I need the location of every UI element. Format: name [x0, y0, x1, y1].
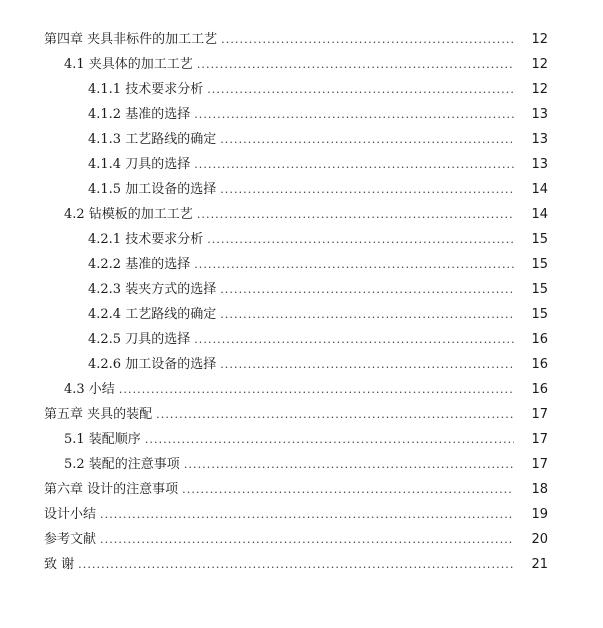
- dot-leader: [220, 277, 514, 302]
- dot-leader: [197, 202, 514, 227]
- toc-entry[interactable]: [0, 302, 603, 327]
- dot-leader: [156, 402, 514, 427]
- toc-entry-title: 4.2.6 加工设备的选择: [88, 352, 220, 377]
- dot-leader: [145, 427, 514, 452]
- toc-entry-title: 4.1.1 技术要求分析: [88, 77, 207, 102]
- toc-entry[interactable]: [0, 452, 603, 477]
- toc-entry-title: 4.2 钻模板的加工工艺: [64, 202, 197, 227]
- toc-entry-page: 14: [531, 207, 548, 222]
- toc-entry-title: 4.3 小结: [64, 377, 119, 402]
- toc-entry-page: 16: [531, 357, 548, 372]
- toc-entry-page: 21: [531, 557, 548, 572]
- toc-entry[interactable]: [0, 277, 603, 302]
- toc-entry-title: 参考文献: [44, 527, 100, 552]
- toc-entry-title: 5.1 装配顺序: [64, 427, 145, 452]
- toc-entry-page: 13: [531, 132, 548, 147]
- toc-entry-page: 16: [531, 332, 548, 347]
- toc-entry-title: 4.2.2 基准的选择: [88, 252, 194, 277]
- dot-leader: [194, 327, 514, 352]
- toc-entry[interactable]: [0, 227, 603, 252]
- toc-entry[interactable]: [0, 377, 603, 402]
- toc-entry-page: 17: [531, 407, 548, 422]
- dot-leader: [207, 77, 514, 102]
- toc-entry-page: 18: [531, 482, 548, 497]
- toc-entry-page: 14: [531, 182, 548, 197]
- toc-entry-title: 4.2.3 装夹方式的选择: [88, 277, 220, 302]
- dot-leader: [194, 102, 514, 127]
- toc-entry-page: 15: [531, 307, 548, 322]
- toc-entry-title: 4.1.3 工艺路线的确定: [88, 127, 220, 152]
- toc-entry-page: 12: [531, 57, 548, 72]
- dot-leader: [182, 477, 514, 502]
- toc-entry-page: 13: [531, 107, 548, 122]
- dot-leader: [220, 352, 514, 377]
- toc-entry[interactable]: [0, 77, 603, 102]
- toc-entry-page: 17: [531, 432, 548, 447]
- dot-leader: [184, 452, 514, 477]
- toc-entry-page: 17: [531, 457, 548, 472]
- toc-entry[interactable]: [0, 427, 603, 452]
- toc-entry[interactable]: [0, 402, 603, 427]
- dot-leader: [100, 502, 514, 527]
- table-of-contents: [0, 27, 603, 577]
- toc-entry[interactable]: [0, 477, 603, 502]
- toc-entry[interactable]: [0, 152, 603, 177]
- toc-entry-title: 设计小结: [44, 502, 100, 527]
- dot-leader: [78, 552, 514, 577]
- toc-entry-page: 13: [531, 157, 548, 172]
- toc-entry-page: 12: [531, 82, 548, 97]
- toc-entry[interactable]: [0, 252, 603, 277]
- toc-entry-title: 4.2.1 技术要求分析: [88, 227, 207, 252]
- toc-entry-title: 第四章 夹具非标件的加工工艺: [44, 27, 221, 52]
- toc-entry[interactable]: [0, 552, 603, 577]
- dot-leader: [194, 252, 514, 277]
- toc-entry-page: 20: [531, 532, 548, 547]
- dot-leader: [100, 527, 514, 552]
- toc-entry[interactable]: [0, 502, 603, 527]
- toc-entry[interactable]: [0, 352, 603, 377]
- dot-leader: [220, 177, 514, 202]
- toc-entry[interactable]: [0, 177, 603, 202]
- toc-entry-page: 16: [531, 382, 548, 397]
- toc-entry-title: 4.1.2 基准的选择: [88, 102, 194, 127]
- toc-entry[interactable]: [0, 27, 603, 52]
- toc-entry-title: 4.1 夹具体的加工工艺: [64, 52, 197, 77]
- toc-entry-title: 第五章 夹具的装配: [44, 402, 156, 427]
- toc-entry-title: 4.1.5 加工设备的选择: [88, 177, 220, 202]
- toc-entry[interactable]: [0, 327, 603, 352]
- dot-leader: [207, 227, 514, 252]
- toc-entry-title: 4.2.5 刀具的选择: [88, 327, 194, 352]
- dot-leader: [194, 152, 514, 177]
- toc-entry-page: 19: [531, 507, 548, 522]
- dot-leader: [221, 27, 514, 52]
- toc-entry-title: 致 谢: [44, 552, 78, 577]
- dot-leader: [220, 127, 514, 152]
- toc-entry-page: 12: [531, 32, 548, 47]
- dot-leader: [197, 52, 514, 77]
- toc-entry-title: 5.2 装配的注意事项: [64, 452, 184, 477]
- dot-leader: [119, 377, 514, 402]
- toc-entry[interactable]: [0, 102, 603, 127]
- toc-entry-title: 4.1.4 刀具的选择: [88, 152, 194, 177]
- toc-entry-page: 15: [531, 282, 548, 297]
- toc-entry[interactable]: [0, 52, 603, 77]
- toc-entry-page: 15: [531, 257, 548, 272]
- toc-entry[interactable]: [0, 127, 603, 152]
- dot-leader: [220, 302, 514, 327]
- toc-entry-page: 15: [531, 232, 548, 247]
- toc-entry-title: 第六章 设计的注意事项: [44, 477, 182, 502]
- toc-entry[interactable]: [0, 202, 603, 227]
- toc-entry-title: 4.2.4 工艺路线的确定: [88, 302, 220, 327]
- toc-entry[interactable]: [0, 527, 603, 552]
